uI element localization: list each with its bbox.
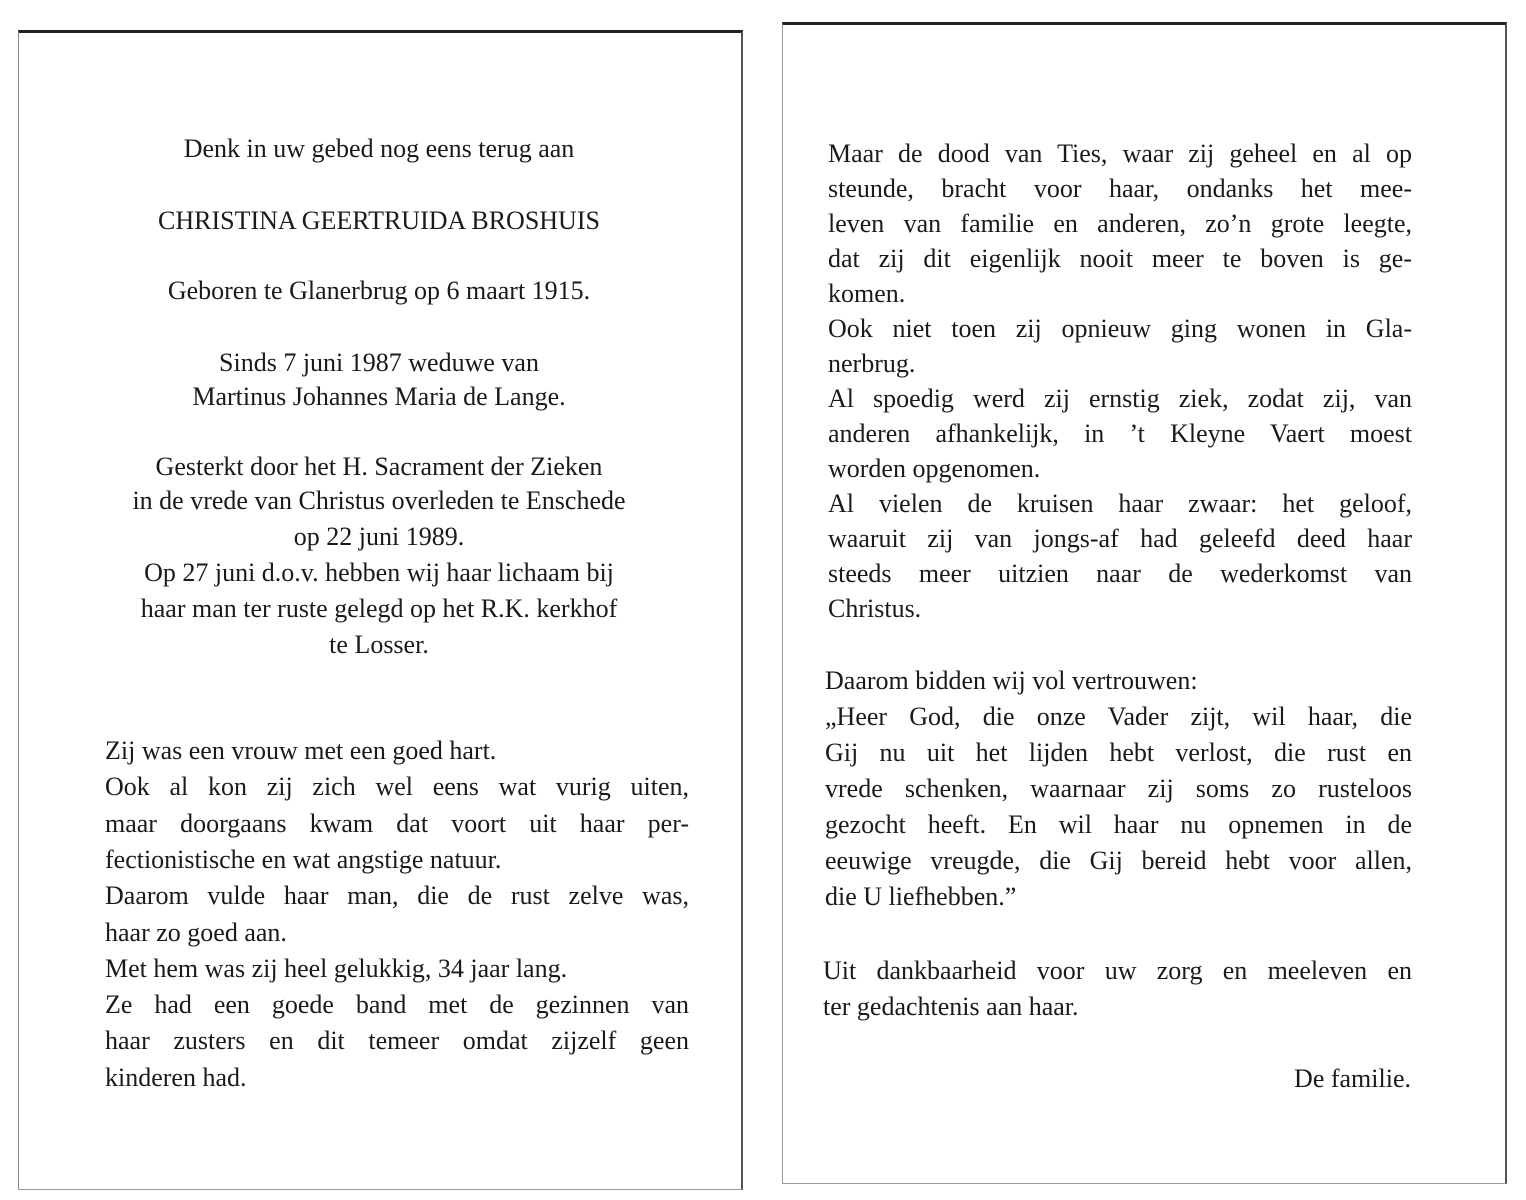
body-line: haar zusters en dit temeer omdat zijzelf geen	[105, 1026, 689, 1056]
left-page	[18, 30, 743, 1190]
prayer-line: Daarom bidden wij vol vertrouwen:	[825, 666, 1198, 695]
deceased-name: CHRISTINA GEERTRUIDA BROSHUIS	[158, 206, 600, 235]
body-line: haar zo goed aan.	[105, 917, 287, 947]
body-line: Met hem was zij heel gelukkig, 34 jaar lang.	[105, 953, 568, 983]
body-line: Ze had een goede band met de gezinnen van	[105, 990, 689, 1020]
body-line: Maar de dood van Ties, waar zij geheel en al op	[828, 139, 1412, 168]
thanks-line: Uit dankbaarheid voor uw zorg en meeleven en	[823, 956, 1412, 985]
signature: De familie.	[1294, 1064, 1411, 1093]
body-line: nerbrug.	[828, 349, 916, 378]
prayer-line: die U liefhebben.”	[825, 882, 1017, 911]
body-line: worden opgenomen.	[828, 454, 1041, 483]
body-line: Al vielen de kruisen haar zwaar: het geloof,	[828, 489, 1412, 518]
header-line: Gesterkt door het H. Sacrament der Zieken	[155, 452, 603, 481]
body-line: Ook al kon zij zich wel eens wat vurig uiten,	[105, 772, 689, 802]
header-line: te Losser.	[329, 630, 429, 659]
body-line: dat zij dit eigenlijk nooit meer te boven is ge-	[828, 244, 1412, 273]
body-line: anderen afhankelijk, in ’t Kleyne Vaert moest	[828, 419, 1412, 448]
prayer-line: vrede schenken, waarnaar zij soms zo rusteloos	[825, 774, 1412, 803]
body-line: steunde, bracht voor haar, ondanks het mee-	[828, 174, 1412, 203]
body-line: fectionistische en wat angstige natuur.	[105, 844, 502, 874]
body-line: kinderen had.	[105, 1062, 247, 1092]
prayer-line: gezocht heeft. En wil haar nu opnemen in de	[825, 810, 1412, 839]
body-line: Ook niet toen zij opnieuw ging wonen in Gla-	[828, 314, 1412, 343]
header-line: Op 27 juni d.o.v. hebben wij haar lichaam bij	[144, 558, 614, 587]
header-line: Sinds 7 juni 1987 weduwe van	[219, 348, 539, 377]
header-line: in de vrede van Christus overleden te Enschede	[132, 486, 626, 515]
body-line: leven van familie en anderen, zo’n grote leegte,	[828, 209, 1412, 238]
body-line: waaruit zij van jongs-af had geleefd deed haar	[828, 524, 1412, 553]
header-line: Martinus Johannes Maria de Lange.	[192, 382, 566, 411]
header-line: Denk in uw gebed nog eens terug aan	[183, 134, 575, 163]
body-line: Zij was een vrouw met een goed hart.	[105, 736, 497, 765]
body-line: maar doorgaans kwam dat voort uit haar per-	[105, 808, 689, 838]
body-line: steeds meer uitzien naar de wederkomst van	[828, 559, 1412, 588]
header-line: op 22 juni 1989.	[293, 522, 465, 551]
right-page	[782, 22, 1507, 1184]
body-line: Christus.	[828, 594, 922, 623]
prayer-line: Gij nu uit het lijden hebt verlost, die rust en	[825, 738, 1412, 767]
body-line: Al spoedig werd zij ernstig ziek, zodat zij, van	[828, 384, 1412, 413]
thanks-line: ter gedachtenis aan haar.	[823, 992, 1079, 1021]
body-line: komen.	[828, 279, 906, 308]
prayer-line: „Heer God, die onze Vader zijt, wil haar, die	[825, 702, 1412, 731]
prayer-line: eeuwige vreugde, die Gij bereid hebt voor allen,	[825, 846, 1412, 875]
header-line: haar man ter ruste gelegd op het R.K. kerkhof	[140, 594, 618, 623]
body-line: Daarom vulde haar man, die de rust zelve was,	[105, 881, 689, 911]
header-line: Geboren te Glanerbrug op 6 maart 1915.	[167, 276, 591, 305]
